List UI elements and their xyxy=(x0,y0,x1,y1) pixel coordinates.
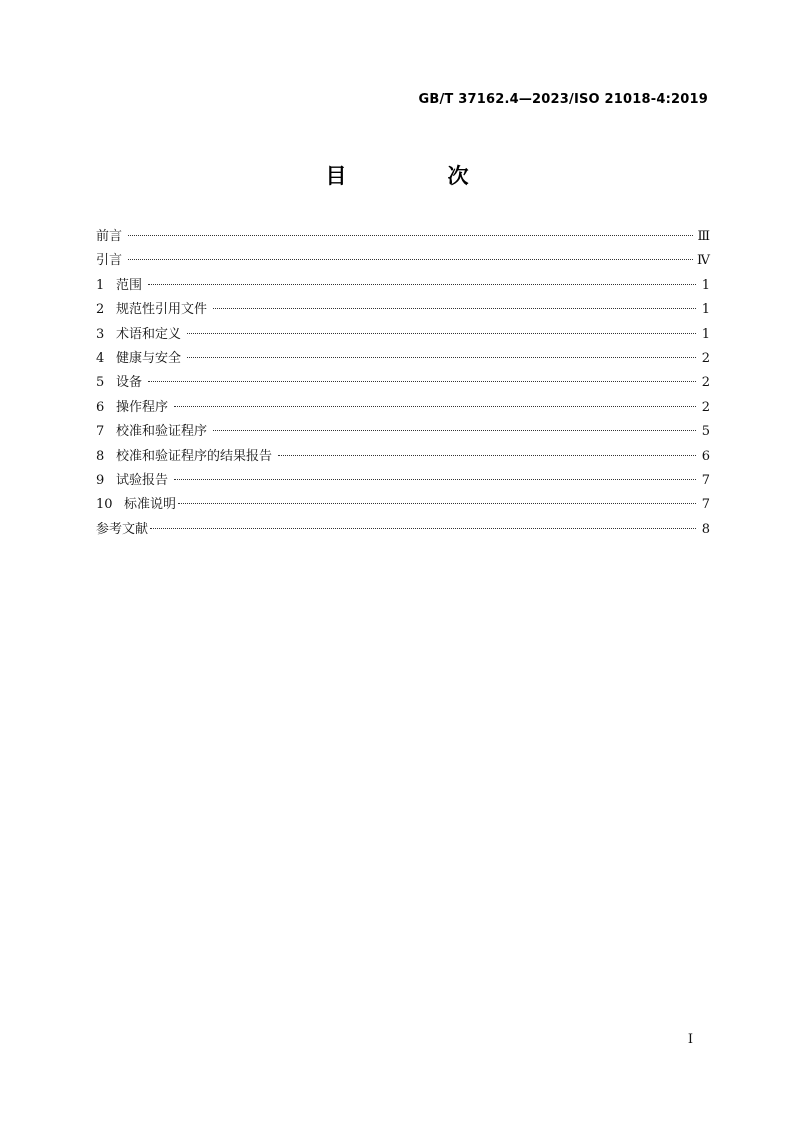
toc-entry[interactable] xyxy=(96,372,710,396)
toc-dot-leader xyxy=(174,406,696,407)
toc-entry[interactable] xyxy=(96,397,710,421)
toc-entry-label: 校准和验证程序 xyxy=(116,424,208,440)
toc-entry-page: 2 xyxy=(701,399,710,415)
toc-entry-label: 设备 xyxy=(116,375,143,391)
toc-entry-label: 校准和验证程序的结果报告 xyxy=(116,448,273,464)
standard-code-header: GB/T 37162.4—2023/ISO 21018-4:2019 xyxy=(418,92,708,107)
toc-entry-label: 引言 xyxy=(96,253,123,269)
toc-entry-label: 健康与安全 xyxy=(116,350,182,366)
toc-entry[interactable] xyxy=(96,421,710,445)
toc-entry-page: Ⅳ xyxy=(697,253,710,269)
toc-entry-number: 6 xyxy=(96,399,105,415)
toc-entry-page: 2 xyxy=(701,375,710,391)
toc-entry[interactable] xyxy=(96,446,710,470)
toc-entry-number: 7 xyxy=(96,424,105,440)
toc-entry-page: 7 xyxy=(701,472,710,488)
toc-entry-number: 2 xyxy=(96,302,105,318)
toc-list xyxy=(96,226,710,543)
toc-entry[interactable] xyxy=(96,348,710,372)
toc-entry-label: 操作程序 xyxy=(116,399,169,415)
toc-dot-leader xyxy=(178,503,696,504)
toc-title: 目 次 xyxy=(325,164,509,188)
toc-entry[interactable] xyxy=(96,299,710,323)
toc-entry-number: 10 xyxy=(96,497,113,513)
toc-entry[interactable] xyxy=(96,519,710,543)
toc-entry-page: 1 xyxy=(701,326,710,342)
toc-entry-label: 前言 xyxy=(96,229,123,244)
toc-dot-leader xyxy=(187,333,696,334)
toc-dot-leader xyxy=(128,259,693,260)
toc-entry-page: 6 xyxy=(701,448,710,464)
toc-entry-page: 2 xyxy=(701,350,710,366)
toc-dot-leader xyxy=(187,357,696,358)
toc-entry-number: 4 xyxy=(96,350,105,366)
toc-dot-leader xyxy=(213,308,696,309)
toc-entry-page: Ⅲ xyxy=(697,229,710,244)
toc-entry-label: 术语和定义 xyxy=(116,326,182,342)
page-number: I xyxy=(687,1032,693,1047)
toc-entry-label: 范围 xyxy=(116,277,143,293)
toc-entry[interactable] xyxy=(96,275,710,299)
toc-dot-leader xyxy=(150,528,696,529)
toc-entry-label: 参考文献 xyxy=(96,521,149,537)
toc-entry[interactable] xyxy=(96,470,710,494)
toc-entry-page: 1 xyxy=(701,277,710,293)
toc-dot-leader xyxy=(278,455,696,456)
toc-entry-page: 1 xyxy=(701,302,710,318)
toc-entry-number: 3 xyxy=(96,326,105,342)
toc-dot-leader xyxy=(148,284,696,285)
toc-entry[interactable] xyxy=(96,226,710,250)
toc-entry-label: 试验报告 xyxy=(116,472,169,488)
toc-entry-number: 5 xyxy=(96,375,105,391)
toc-entry-number: 9 xyxy=(96,472,105,488)
toc-entry-page: 8 xyxy=(701,521,710,537)
toc-dot-leader xyxy=(128,235,693,236)
toc-entry-number: 1 xyxy=(96,277,105,293)
toc-entry-label: 标准说明 xyxy=(124,497,177,513)
toc-entry-page: 7 xyxy=(701,497,710,513)
toc-entry[interactable] xyxy=(96,250,710,274)
toc-entry-label: 规范性引用文件 xyxy=(116,302,208,318)
toc-dot-leader xyxy=(174,479,696,480)
toc-entry-page: 5 xyxy=(701,424,710,440)
toc-entry-number: 8 xyxy=(96,448,105,464)
toc-entry[interactable] xyxy=(96,494,710,518)
toc-dot-leader xyxy=(148,381,696,382)
toc-entry[interactable] xyxy=(96,324,710,348)
toc-dot-leader xyxy=(213,430,696,431)
